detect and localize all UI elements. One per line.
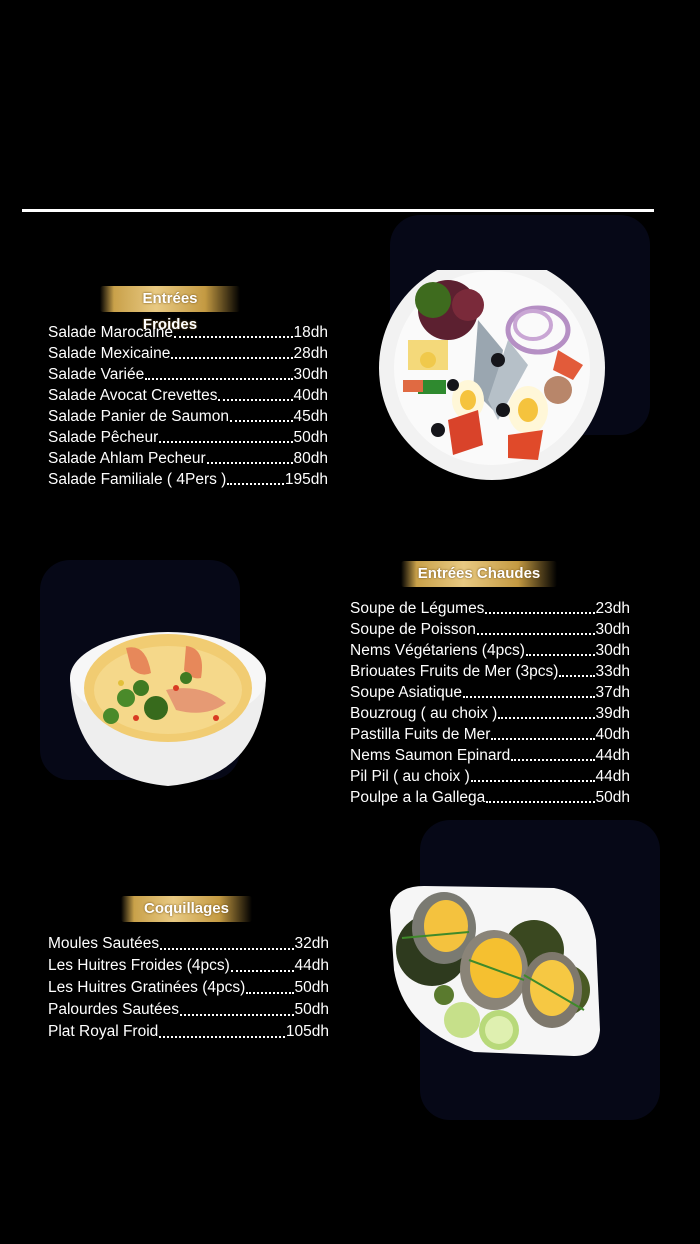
menu-item-price: 37dh [595, 684, 630, 701]
menu-item-price: 30dh [293, 366, 328, 383]
menu-item-price: 50dh [293, 429, 328, 446]
menu-item-price: 50dh [294, 1001, 329, 1018]
leader-dots [231, 970, 294, 972]
leader-dots [160, 948, 293, 950]
menu-item-price: 39dh [595, 705, 630, 722]
menu-item-name: Salade Variée [48, 366, 145, 383]
leader-dots [145, 378, 292, 380]
leader-dots [174, 336, 293, 338]
menu-item [48, 343, 328, 364]
menu-item [350, 640, 630, 661]
menu-item [48, 933, 329, 955]
menu-item-price: 33dh [595, 663, 630, 680]
menu-item [350, 598, 630, 619]
menu-item-name: Salade Pêcheur [48, 429, 159, 446]
menu-item-name: Salade Panier de Saumon [48, 408, 229, 425]
menu-item-price: 30dh [595, 642, 630, 659]
menu-item-name: Palourdes Sautées [48, 1001, 179, 1018]
menu-item [48, 322, 328, 343]
menu-item-name: Plat Royal Froid [48, 1023, 159, 1040]
menu-item-name: Moules Sautées [48, 935, 160, 952]
menu-item-price: 105dh [285, 1023, 329, 1040]
menu-item-name: Salade Ahlam Pecheur [48, 450, 206, 467]
menu-item [48, 364, 328, 385]
menu-item [48, 977, 329, 999]
leader-dots [159, 441, 292, 443]
leader-dots [230, 420, 293, 422]
menu-item-price: 50dh [595, 789, 630, 806]
leader-dots [477, 633, 595, 635]
menu-list-entrees-froides [48, 322, 328, 490]
menu-item-price: 23dh [595, 600, 630, 617]
menu-item-price: 40dh [293, 387, 328, 404]
leader-dots [246, 992, 293, 994]
menu-item-price: 50dh [294, 979, 329, 996]
menu-item-name: Bouzroug ( au choix ) [350, 705, 498, 722]
menu-item-name: Salade Mexicaine [48, 345, 171, 362]
menu-item-price: 40dh [595, 726, 630, 743]
leader-dots [526, 654, 595, 656]
section-title-entrees-froides: Entrées Froides [100, 286, 240, 312]
menu-item [48, 406, 328, 427]
menu-item [48, 385, 328, 406]
menu-item-price: 28dh [293, 345, 328, 362]
menu-item-name: Les Huitres Froides (4pcs) [48, 957, 230, 974]
leader-dots [471, 780, 595, 782]
menu-item [48, 955, 329, 977]
leader-dots [159, 1036, 285, 1038]
leader-dots [498, 717, 594, 719]
gratinated-oysters-plate-photo [384, 880, 604, 1060]
menu-item [350, 703, 630, 724]
menu-item-price: 44dh [294, 957, 329, 974]
menu-item-name: Nems Végétariens (4pcs) [350, 642, 525, 659]
menu-item-name: Pastilla Fuits de Mer [350, 726, 491, 743]
menu-item-name: Poulpe a la Gallega [350, 789, 486, 806]
menu-item-price: 44dh [595, 747, 630, 764]
menu-item [350, 745, 630, 766]
menu-item [350, 766, 630, 787]
leader-dots [171, 357, 292, 359]
menu-item-price: 30dh [595, 621, 630, 638]
section-title-entrees-chaudes: Entrées Chaudes [401, 561, 557, 587]
menu-item-name: Salade Avocat Crevettes [48, 387, 218, 404]
leader-dots [218, 399, 292, 401]
menu-item-name: Briouates Fruits de Mer (3pcs) [350, 663, 559, 680]
menu-item [350, 787, 630, 808]
menu-item [48, 999, 329, 1021]
menu-list-entrees-chaudes [350, 598, 630, 808]
menu-item-name: Soupe de Poisson [350, 621, 476, 638]
menu-item [48, 427, 328, 448]
menu-item-price: 32dh [294, 935, 329, 952]
menu-item-name: Soupe Asiatique [350, 684, 463, 701]
menu-item [350, 661, 630, 682]
leader-dots [491, 738, 594, 740]
menu-item-name: Salade Marocaine [48, 324, 173, 341]
leader-dots [559, 675, 594, 677]
menu-item [350, 682, 630, 703]
menu-item [48, 469, 328, 490]
leader-dots [180, 1014, 294, 1016]
leader-dots [511, 759, 594, 761]
leader-dots [463, 696, 594, 698]
leader-dots [207, 462, 293, 464]
menu-list-coquillages [48, 933, 329, 1043]
menu-item [48, 448, 328, 469]
section-title-coquillages: Coquillages [121, 896, 252, 922]
menu-item-name: Salade Familiale ( 4Pers ) [48, 471, 227, 488]
leader-dots [486, 801, 594, 803]
menu-item-name: Pil Pil ( au choix ) [350, 768, 470, 785]
menu-item-name: Soupe de Légumes [350, 600, 485, 617]
menu-item [350, 724, 630, 745]
menu-item [48, 1021, 329, 1043]
menu-item-price: 195dh [284, 471, 328, 488]
menu-item-price: 18dh [293, 324, 328, 341]
menu-item [350, 619, 630, 640]
leader-dots [227, 483, 284, 485]
menu-item-price: 45dh [293, 408, 328, 425]
menu-item-name: Nems Saumon Epinard [350, 747, 511, 764]
menu-item-name: Les Huitres Gratinées (4pcs) [48, 979, 246, 996]
menu-item-price: 44dh [595, 768, 630, 785]
top-divider [22, 209, 654, 212]
menu-item-price: 80dh [293, 450, 328, 467]
leader-dots [485, 612, 594, 614]
shrimp-soup-bowl-photo [66, 628, 270, 790]
salad-plate-photo [378, 270, 608, 485]
